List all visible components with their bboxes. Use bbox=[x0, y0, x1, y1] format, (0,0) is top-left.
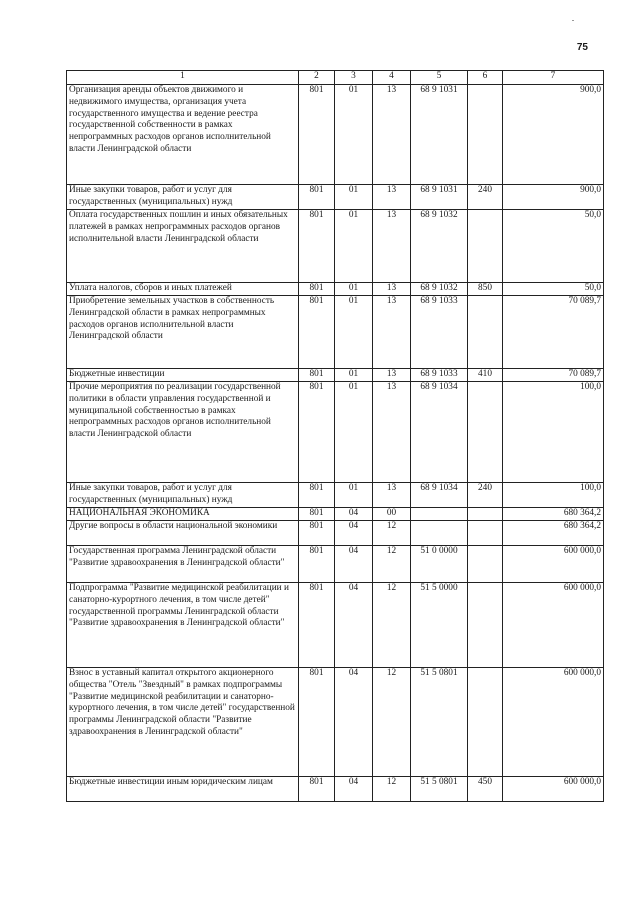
row-amount-cell: 900,0 bbox=[503, 185, 604, 210]
page-number: 75 bbox=[576, 42, 588, 53]
header-cell: 1 bbox=[67, 71, 299, 85]
row-amount-cell: 70 089,7 bbox=[503, 296, 604, 369]
row-target-article-cell: 68 9 1032 bbox=[411, 210, 468, 283]
row-subsection-cell: 13 bbox=[373, 210, 411, 283]
row-target-article-cell: 51 5 0801 bbox=[411, 777, 468, 802]
row-expense-type-cell bbox=[468, 583, 503, 668]
row-amount-cell: 600 000,0 bbox=[503, 583, 604, 668]
row-target-article-cell: 68 9 1032 bbox=[411, 283, 468, 296]
row-amount-cell: 600 000,0 bbox=[503, 546, 604, 583]
header-cell: 3 bbox=[335, 71, 373, 85]
table-row bbox=[67, 546, 604, 583]
row-gov-code-cell: 801 bbox=[299, 546, 335, 583]
row-expense-type-cell bbox=[468, 508, 503, 521]
row-section-cell: 04 bbox=[335, 583, 373, 668]
row-name-cell: Иные закупки товаров, работ и услуг для государственных (муниципальных) нужд bbox=[67, 185, 299, 210]
table-row bbox=[67, 777, 604, 802]
row-gov-code-cell: 801 bbox=[299, 583, 335, 668]
row-subsection-cell: 00 bbox=[373, 508, 411, 521]
row-target-article-cell: 68 9 1033 bbox=[411, 296, 468, 369]
budget-table bbox=[66, 70, 604, 802]
row-name-cell: Бюджетные инвестиции иным юридическим лицам bbox=[67, 777, 299, 802]
row-name-cell: Уплата налогов, сборов и иных платежей bbox=[67, 283, 299, 296]
row-subsection-cell: 13 bbox=[373, 369, 411, 382]
row-section-cell: 01 bbox=[335, 210, 373, 283]
row-expense-type-cell: 450 bbox=[468, 777, 503, 802]
row-amount-cell: 100,0 bbox=[503, 382, 604, 483]
row-name-cell: Бюджетные инвестиции bbox=[67, 369, 299, 382]
header-cell: 7 bbox=[503, 71, 604, 85]
row-name-cell: Иные закупки товаров, работ и услуг для государственных (муниципальных) нужд bbox=[67, 483, 299, 508]
row-expense-type-cell: 850 bbox=[468, 283, 503, 296]
row-section-cell: 01 bbox=[335, 369, 373, 382]
row-section-cell: 04 bbox=[335, 668, 373, 777]
row-section-cell: 01 bbox=[335, 283, 373, 296]
row-target-article-cell: 68 9 1034 bbox=[411, 483, 468, 508]
row-expense-type-cell bbox=[468, 668, 503, 777]
table-row bbox=[67, 85, 604, 185]
row-gov-code-cell: 801 bbox=[299, 296, 335, 369]
row-expense-type-cell: 240 bbox=[468, 483, 503, 508]
row-section-cell: 01 bbox=[335, 483, 373, 508]
row-amount-cell: 680 364,2 bbox=[503, 521, 604, 546]
row-amount-cell: 50,0 bbox=[503, 210, 604, 283]
row-amount-cell: 600 000,0 bbox=[503, 777, 604, 802]
row-gov-code-cell: 801 bbox=[299, 369, 335, 382]
row-gov-code-cell: 801 bbox=[299, 382, 335, 483]
row-name-cell: Другие вопросы в области национальной экономики bbox=[67, 521, 299, 546]
table-row bbox=[67, 508, 604, 521]
row-section-cell: 01 bbox=[335, 296, 373, 369]
row-section-cell: 01 bbox=[335, 85, 373, 185]
row-expense-type-cell: 410 bbox=[468, 369, 503, 382]
table-row bbox=[67, 369, 604, 382]
row-name-cell: Взнос в уставный капитал открытого акционерного общества "Отель "Звездный" в рамках подпрограммы "Развитие медицинской реабилитации и санаторно-курортного лечения, в том числе детей" государственной программы Ленинградской области "Развитие здравоохранения в Ленинградской области" bbox=[67, 668, 299, 777]
row-amount-cell: 600 000,0 bbox=[503, 668, 604, 777]
row-target-article-cell: 68 9 1031 bbox=[411, 185, 468, 210]
row-target-article-cell bbox=[411, 508, 468, 521]
row-expense-type-cell: 240 bbox=[468, 185, 503, 210]
row-expense-type-cell bbox=[468, 521, 503, 546]
row-subsection-cell: 13 bbox=[373, 296, 411, 369]
row-amount-cell: 70 089,7 bbox=[503, 369, 604, 382]
row-amount-cell: 900,0 bbox=[503, 85, 604, 185]
row-name-cell: Подпрограмма "Развитие медицинской реабилитации и санаторно-курортного лечения, в том числе детей" государственной программы Ленинградской области "Развитие здравоохранения в Ленинградской области" bbox=[67, 583, 299, 668]
row-expense-type-cell bbox=[468, 382, 503, 483]
row-gov-code-cell: 801 bbox=[299, 185, 335, 210]
table-row bbox=[67, 296, 604, 369]
scan-speck bbox=[572, 20, 574, 21]
row-target-article-cell: 68 9 1033 bbox=[411, 369, 468, 382]
row-target-article-cell: 68 9 1031 bbox=[411, 85, 468, 185]
header-cell: 4 bbox=[373, 71, 411, 85]
header-cell: 2 bbox=[299, 71, 335, 85]
row-subsection-cell: 12 bbox=[373, 583, 411, 668]
row-subsection-cell: 13 bbox=[373, 382, 411, 483]
row-name-cell: НАЦИОНАЛЬНАЯ ЭКОНОМИКА bbox=[67, 508, 299, 521]
row-name-cell: Приобретение земельных участков в собственность Ленинградской области в рамках непрограммных расходов органов исполнительной власти Ленинградской области bbox=[67, 296, 299, 369]
row-target-article-cell: 51 0 0000 bbox=[411, 546, 468, 583]
row-gov-code-cell: 801 bbox=[299, 777, 335, 802]
row-subsection-cell: 12 bbox=[373, 521, 411, 546]
table-row bbox=[67, 483, 604, 508]
row-subsection-cell: 13 bbox=[373, 85, 411, 185]
table-row bbox=[67, 521, 604, 546]
row-subsection-cell: 12 bbox=[373, 546, 411, 583]
row-name-cell: Прочие мероприятия по реализации государственной политики в области управления государственной и муниципальной собственностью в рамках непрограммных расходов органов исполнительной власти Ленинградской области bbox=[67, 382, 299, 483]
row-target-article-cell: 51 5 0000 bbox=[411, 583, 468, 668]
row-subsection-cell: 13 bbox=[373, 283, 411, 296]
row-expense-type-cell bbox=[468, 296, 503, 369]
row-amount-cell: 50,0 bbox=[503, 283, 604, 296]
row-target-article-cell: 51 5 0801 bbox=[411, 668, 468, 777]
row-gov-code-cell: 801 bbox=[299, 508, 335, 521]
row-gov-code-cell: 801 bbox=[299, 668, 335, 777]
row-expense-type-cell bbox=[468, 546, 503, 583]
row-amount-cell: 680 364,2 bbox=[503, 508, 604, 521]
row-section-cell: 04 bbox=[335, 546, 373, 583]
table-row bbox=[67, 185, 604, 210]
table-row bbox=[67, 668, 604, 777]
row-subsection-cell: 12 bbox=[373, 668, 411, 777]
row-expense-type-cell bbox=[468, 85, 503, 185]
header-cell: 6 bbox=[468, 71, 503, 85]
header-cell: 5 bbox=[411, 71, 468, 85]
row-section-cell: 04 bbox=[335, 508, 373, 521]
row-section-cell: 04 bbox=[335, 521, 373, 546]
table-row bbox=[67, 382, 604, 483]
row-expense-type-cell bbox=[468, 210, 503, 283]
row-gov-code-cell: 801 bbox=[299, 210, 335, 283]
row-amount-cell: 100,0 bbox=[503, 483, 604, 508]
row-gov-code-cell: 801 bbox=[299, 283, 335, 296]
row-name-cell: Оплата государственных пошлин и иных обязательных платежей в рамках непрограммных расходов органов исполнительной власти Ленинградской области bbox=[67, 210, 299, 283]
table-row bbox=[67, 283, 604, 296]
table-row bbox=[67, 210, 604, 283]
row-name-cell: Государственная программа Ленинградской области "Развитие здравоохранения в Ленинградской области" bbox=[67, 546, 299, 583]
row-target-article-cell: 68 9 1034 bbox=[411, 382, 468, 483]
row-name-cell: Организация аренды объектов движимого и недвижимого имущества, организация учета государственного имущества и ведение реестра государственной собственности в рамках непрограммных расходов органов исполнительной власти Ленинградской области bbox=[67, 85, 299, 185]
header-row bbox=[67, 71, 604, 85]
row-subsection-cell: 12 bbox=[373, 777, 411, 802]
row-gov-code-cell: 801 bbox=[299, 483, 335, 508]
table-row bbox=[67, 583, 604, 668]
row-section-cell: 01 bbox=[335, 185, 373, 210]
row-section-cell: 01 bbox=[335, 382, 373, 483]
row-target-article-cell bbox=[411, 521, 468, 546]
row-subsection-cell: 13 bbox=[373, 483, 411, 508]
row-subsection-cell: 13 bbox=[373, 185, 411, 210]
row-gov-code-cell: 801 bbox=[299, 85, 335, 185]
row-gov-code-cell: 801 bbox=[299, 521, 335, 546]
row-section-cell: 04 bbox=[335, 777, 373, 802]
